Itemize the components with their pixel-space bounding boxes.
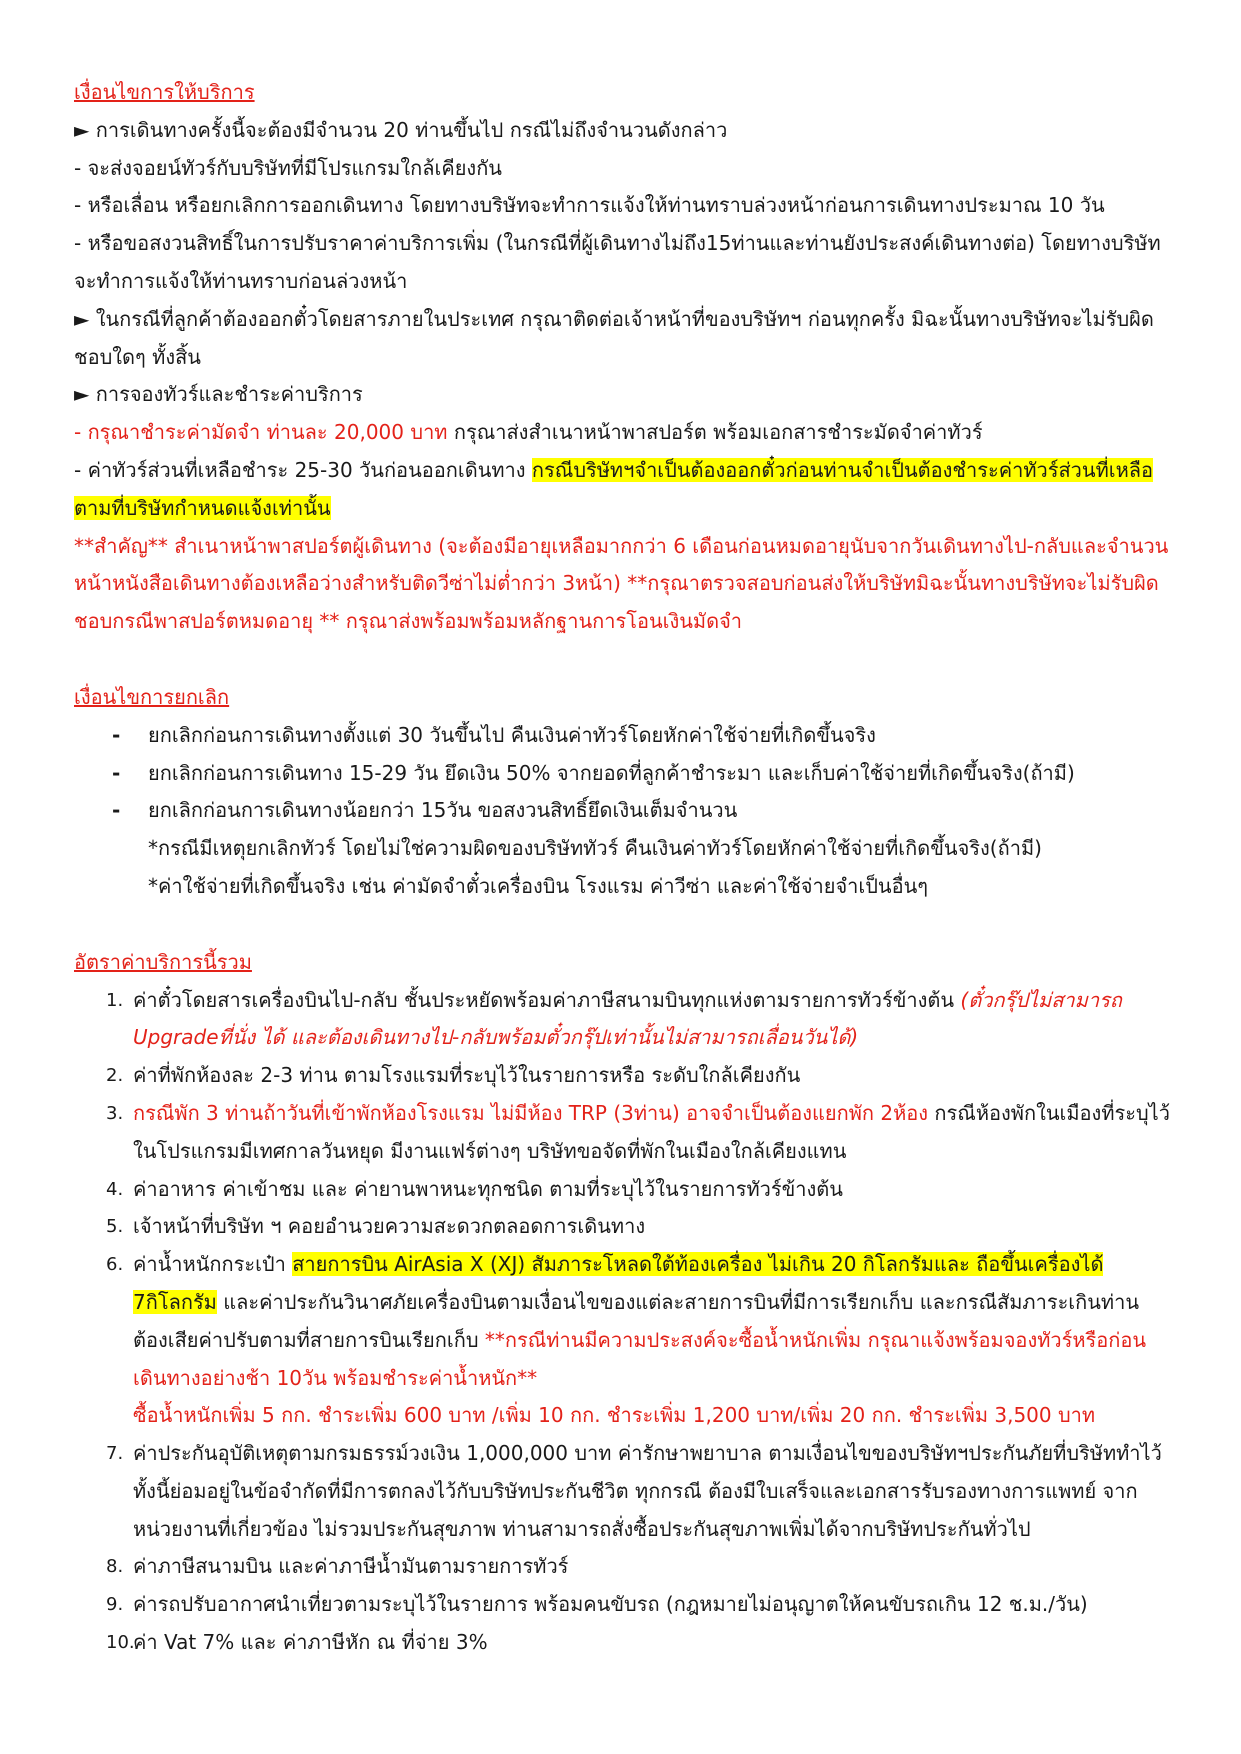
balance-payment-highlight: กรณีบริษัทฯจำเป็นต้องออกตั๋วก่อนท่านจำเป็นต้องชำระค่าทัวร์ส่วนที่เหลือตามที่บริษัทกำหนดแจ้งเท่านั้น — [74, 457, 1154, 520]
cancellation-item-text: ยกเลิกก่อนการเดินทางตั้งแต่ 30 วันขึ้นไป คืนเงินค่าทัวร์โดยหักค่าใช้จ่ายที่เกิดขึ้นจริง — [148, 722, 876, 747]
balance-payment-text: - ค่าทัวร์ส่วนที่เหลือชำระ 25-30 วันก่อนออกเดินทาง — [74, 457, 532, 482]
included-item-3 — [74, 1095, 1170, 1171]
service-line-2: - จะส่งจอยน์ทัวร์กับบริษัทที่มีโปรแกรมใกล้เคียงกัน — [74, 155, 502, 180]
cancellation-item — [74, 792, 1170, 830]
included-item-4-text: ค่าอาหาร ค่าเข้าชม และ ค่ายานพาหนะทุกชนิด ตามที่ระบุไว้ในรายการทัวร์ข้างต้น — [133, 1176, 843, 1201]
cancellation-item — [74, 717, 1170, 755]
item-number: 10. — [106, 1632, 135, 1654]
included-item-2 — [74, 1057, 1170, 1095]
document-page — [74, 74, 1170, 1662]
cancellation-note-2: *ค่าใช้จ่ายที่เกิดขึ้นจริง เช่น ค่ามัดจำตั๋วเครื่องบิน โรงแรม ค่าวีซ่า และค่าใช้จ่ายจำเป็นอื่นๆ — [148, 873, 929, 898]
item-number: 1. — [106, 989, 124, 1011]
included-item-9 — [74, 1586, 1170, 1624]
item-number: 5. — [106, 1216, 124, 1238]
cancellation-heading: เงื่อนไขการยกเลิก — [74, 684, 230, 709]
included-item-9-text: ค่ารถปรับอากาศนำเที่ยวตามระบุไว้ในรายการ พร้อมคนขับรถ (กฎหมายไม่อนุญาตให้คนขับรถเกิน 12 ช.ม./วัน) — [133, 1592, 1088, 1617]
item-number: 8. — [106, 1556, 124, 1578]
cancellation-item-text: ยกเลิกก่อนการเดินทางน้อยกว่า 15วัน ขอสงวนสิทธิ์ยึดเงินเต็มจำนวน — [148, 798, 738, 823]
item-number: 2. — [106, 1065, 124, 1087]
item-number: 6. — [106, 1254, 124, 1276]
service-conditions-heading: เงื่อนไขการให้บริการ — [74, 80, 255, 104]
cancellation-item — [74, 755, 1170, 793]
deposit-documents-text: กรุณาส่งสำเนาหน้าพาสปอร์ต พร้อมเอกสารชำระมัดจำค่าทัวร์ — [447, 420, 983, 445]
included-item-10 — [74, 1624, 1170, 1662]
included-item-7 — [74, 1435, 1170, 1548]
passport-important-note: **สำคัญ** สำเนาหน้าพาสปอร์ตผู้เดินทาง (จะต้องมีอายุเหลือมากกว่า 6 เดือนก่อนหมดอายุนับจากวันเดินทางไป-กลับและจำนวนหน้าหนังสือเดินทางต้องเหลือว่างสำหรับติดวีซ่าไม่ต่ำกว่า 3หน้า) **กรุณาตรวจสอบก่อนส่งให้บริษัทมิฉะนั้นทางบริษัทจะไม่รับผิดชอบกรณีพาสปอร์ตหมดอายุ ** กรุณาส่งพร้อมพร้อมหลักฐานการโอนเงินมัดจำ — [74, 533, 1169, 634]
included-item-7-text: ค่าประกันอุบัติเหตุตามกรมธรรม์วงเงิน 1,000,000 บาท ค่ารักษาพยาบาล ตามเงื่อนไขของบริษัทฯประกันภัยที่บริษัททำไว้ ทั้งนี้ย่อมอยู่ในข้อจำกัดที่มีการตกลงไว้กับบริษัทประกันชีวิต ทุกกรณี ต้องมีใบเสร็จและเอกสารรับรองทางการแพทย์ จากหน่วยงานที่เกี่ยวข้อง ไม่รวมประกันสุขภาพ ท่านสามารถสั่งซื้อประกันสุขภาพเพิ่มได้จากบริษัทประกันทั่วไป — [133, 1441, 1162, 1541]
cancellation-note-1: *กรณีมีเหตุยกเลิกทัวร์ โดยไม่ใช่ความผิดของบริษัททัวร์ คืนเงินค่าทัวร์โดยหักค่าใช้จ่ายที่เกิดขึ้นจริง(ถ้ามี) — [148, 836, 1042, 861]
included-item-1-text: ค่าตั๋วโดยสารเครื่องบินไป-กลับ ชั้นประหยัดพร้อมค่าภาษีสนามบินทุกแห่งตามรายการทัวร์ข้างต้น — [133, 987, 961, 1012]
item-number: 3. — [106, 1102, 124, 1124]
service-line-4: - หรือขอสงวนสิทธิ์ในการปรับราคาค่าบริการเพิ่ม (ในกรณีที่ผู้เดินทางไม่ถึง15ท่านและท่านยังประสงค์เดินทางต่อ) โดยทางบริษัทจะทำการแจ้งให้ท่านทราบก่อนล่วงหน้า — [74, 231, 1161, 293]
dash-bullet: - — [112, 722, 121, 747]
included-item-5 — [74, 1208, 1170, 1246]
cancellation-item-text: ยกเลิกก่อนการเดินทาง 15-29 วัน ยึดเงิน 50% จากยอดที่ลูกค้าชำระมา และเก็บค่าใช้จ่ายที่เกิดขึ้นจริง(ถ้ามี) — [148, 760, 1075, 785]
included-item-3-text: กรณีห้องพักในเมืองที่ระบุไว้ในโปรแกรมมีเทศกาลวันหยุด มีงานแฟร์ต่างๆ บริษัทขอจัดที่พักในเมืองใกล้เคียงแทน — [133, 1100, 1170, 1163]
included-item-6-text-2: และค่าประกันวินาศภัยเครื่องบินตามเงื่อนไขของแต่ละสายการบินที่มีการเรียกเก็บ และกรณีสัมภาระเกินท่านต้องเสียค่าปรับตามที่สายการบินเรียกเก็บ — [133, 1289, 1140, 1352]
extra-baggage-note: **กรณีท่านมีความประสงค์จะซื้อน้ำหนักเพิ่ม กรุณาแจ้งพร้อมจองทัวร์หรือก่อนเดินทางอย่างช้า 10วัน พร้อมชำระค่าน้ำหนัก** — [133, 1327, 1147, 1390]
item-number: 7. — [106, 1443, 124, 1465]
included-item-2-text: ค่าที่พักห้องละ 2-3 ท่าน ตามโรงแรมที่ระบุไว้ในรายการหรือ ระดับใกล้เคียงกัน — [133, 1063, 801, 1088]
group-ticket-note: (ตั๋วกรุ๊ปไม่สามารถ Upgradeที่นั่ง ได้ และต้องเดินทางไป-กลับพร้อมตั๋วกรุ๊ปเท่านั้นไม่สามารถเลื่อนวันได้) — [133, 987, 1122, 1050]
service-line-1: ► การเดินทางครั้งนี้จะต้องมีจำนวน 20 ท่านขึ้นไป กรณีไม่ถึงจำนวนดังกล่าว — [74, 117, 728, 142]
item-number: 9. — [106, 1594, 124, 1616]
included-item-4 — [74, 1171, 1170, 1209]
included-item-6-text: ค่าน้ำหนักกระเป๋า — [133, 1252, 293, 1277]
deposit-amount-text: - กรุณาชำระค่ามัดจำ ท่านละ 20,000 บาท — [74, 420, 448, 445]
included-heading: อัตราค่าบริการนี้รวม — [74, 949, 252, 974]
service-line-5: ► ในกรณีที่ลูกค้าต้องออกตั๋วโดยสารภายในประเทศ กรุณาติดต่อเจ้าหน้าที่ของบริษัทฯ ก่อนทุกครั้ง มิฉะนั้นทางบริษัทจะไม่รับผิดชอบใดๆ ทั้งสิ้น — [74, 306, 1154, 369]
dash-bullet: - — [112, 798, 121, 823]
extra-baggage-prices: ซื้อน้ำหนักเพิ่ม 5 กก. ชำระเพิ่ม 600 บาท /เพิ่ม 10 กก. ชำระเพิ่ม 1,200 บาท/เพิ่ม 20 กก. ชำระเพิ่ม 3,500 บาท — [133, 1403, 1096, 1428]
included-item-8 — [74, 1548, 1170, 1586]
service-line-3: - หรือเลื่อน หรือยกเลิกการออกเดินทาง โดยทางบริษัทจะทำการแจ้งให้ท่านทราบล่วงหน้าก่อนการเดินทางประมาณ 10 วัน — [74, 193, 1105, 218]
balance-payment-line — [74, 452, 1170, 528]
included-item-8-text: ค่าภาษีสนามบิน และค่าภาษีน้ำมันตามรายการทัวร์ — [133, 1554, 569, 1579]
service-line-6: ► การจองทัวร์และชำระค่าบริการ — [74, 382, 363, 407]
included-item-5-text: เจ้าหน้าที่บริษัท ฯ คอยอำนวยความสะดวกตลอดการเดินทาง — [133, 1214, 646, 1239]
item-number: 4. — [106, 1178, 124, 1200]
triple-room-note: กรณีพัก 3 ท่านถ้าวันที่เข้าพักห้องโรงแรม ไม่มีห้อง TRP (3ท่าน) อาจจำเป็นต้องแยกพัก 2ห้อง — [133, 1100, 929, 1125]
included-item-10-text: ค่า Vat 7% และ ค่าภาษีหัก ณ ที่จ่าย 3% — [133, 1630, 488, 1655]
included-item-1 — [74, 982, 1170, 1058]
included-item-6 — [74, 1246, 1170, 1435]
baggage-allowance-highlight: สายการบิน AirAsia X (XJ) สัมภาระโหลดใต้ท้องเครื่อง ไม่เกิน 20 กิโลกรัมและ ถือขึ้นเครื่องได้ 7กิโลกรัม — [133, 1252, 1104, 1314]
deposit-line — [74, 414, 1170, 452]
dash-bullet: - — [112, 760, 121, 785]
